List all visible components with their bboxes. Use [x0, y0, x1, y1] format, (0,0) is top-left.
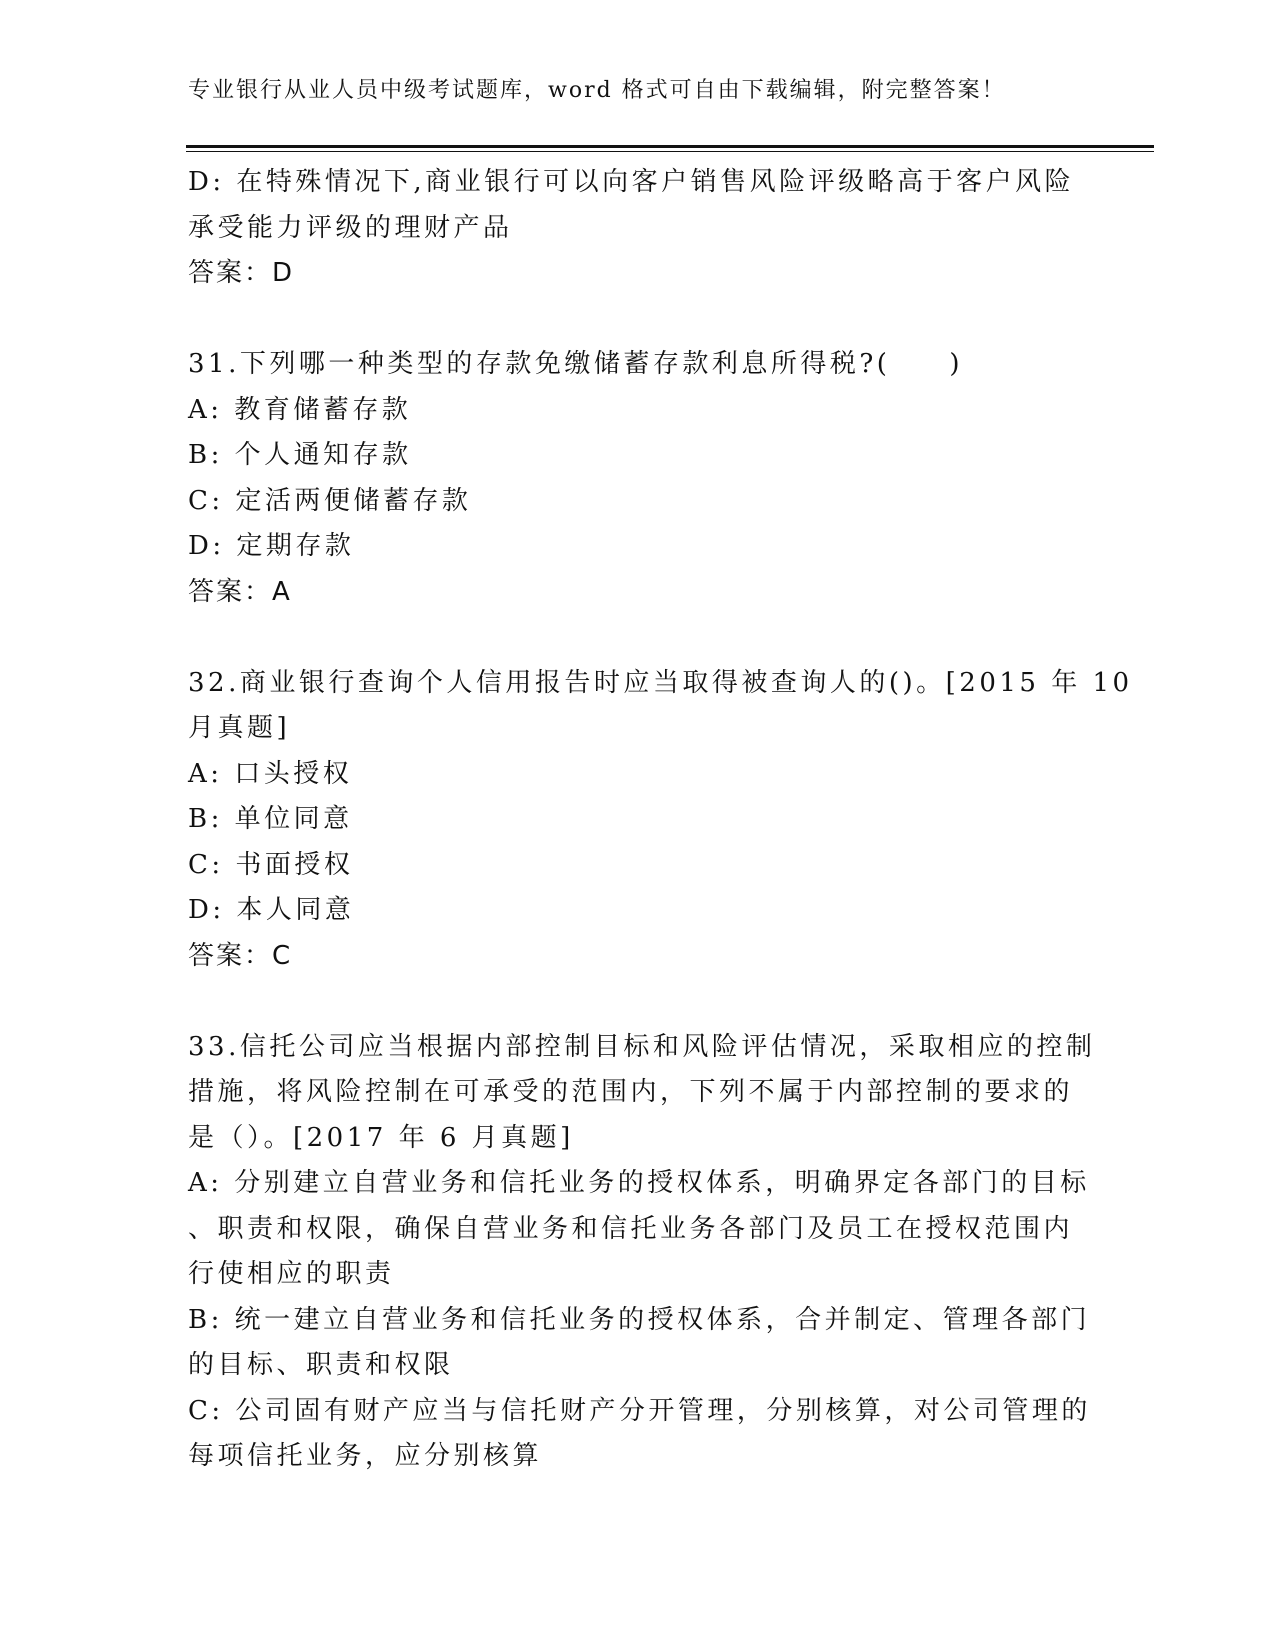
- question-list: [188, 160, 1133, 1480]
- page-header: 专业银行从业人员中级考试题库，word 格式可自由下载编辑，附完整答案！: [188, 78, 1006, 103]
- option-text-line: B: 统一建立自营业务和信托业务的授权体系，合并制定、管理各部门: [188, 1304, 1091, 1335]
- option-text-line: D: 定期存款: [188, 531, 355, 561]
- option-text-line: A: 分别建立自营业务和信托业务的授权体系，明确界定各部门的目标: [188, 1168, 1090, 1198]
- spacer: [188, 297, 1088, 343]
- spacer: [188, 615, 1088, 661]
- question-stem-line: 32.商业银行查询个人信用报告时应当取得被查询人的()。[2015 年 10: [188, 667, 1133, 698]
- option-text-line: A: 口头授权: [188, 758, 353, 789]
- option-text-line: 、职责和权限，确保自营业务和信托业务各部门及员工在授权范围内: [188, 1213, 1074, 1244]
- option-text-line: D: 在特殊情况下,商业银行可以向客户销售风险评级略高于客户风险: [188, 167, 1075, 197]
- question-stem-line: 是（）。[2017 年 6 月真题]: [188, 1122, 574, 1153]
- question-stem-line: 33.信托公司应当根据内部控制目标和风险评估情况，采取相应的控制: [188, 1031, 1096, 1062]
- option-text-line: B: 单位同意: [188, 804, 353, 834]
- answer-line: 答案：D: [188, 258, 295, 288]
- answer-line: 答案：A: [188, 576, 292, 607]
- option-text-line: A: 教育储蓄存款: [188, 394, 412, 425]
- option-text-line: 每项信托业务，应分别核算: [188, 1441, 543, 1471]
- question-stem-line: 月真题]: [188, 713, 291, 743]
- option-text-line: C: 定活两便储蓄存款: [188, 485, 472, 516]
- option-text-line: 承受能力评级的理财产品: [188, 212, 513, 243]
- question-stem-line: 措施，将风险控制在可承受的范围内，下列不属于内部控制的要求的: [188, 1077, 1074, 1107]
- option-text-line: C: 书面授权: [188, 849, 354, 880]
- option-text-line: B: 个人通知存款: [188, 440, 412, 470]
- spacer: [188, 979, 1088, 1025]
- option-text-line: 行使相应的职责: [188, 1259, 395, 1289]
- option-text-line: D: 本人同意: [188, 895, 355, 925]
- option-text-line: C: 公司固有财产应当与信托财产分开管理，分别核算，对公司管理的: [188, 1395, 1091, 1426]
- option-text-line: 的目标、职责和权限: [188, 1350, 454, 1380]
- question-stem-line: 31.下列哪一种类型的存款免缴储蓄存款利息所得税?( ): [188, 349, 964, 379]
- answer-line: 答案：C: [188, 940, 293, 971]
- header-rule-thin: [186, 151, 1154, 152]
- header-rule-thick: [186, 145, 1154, 148]
